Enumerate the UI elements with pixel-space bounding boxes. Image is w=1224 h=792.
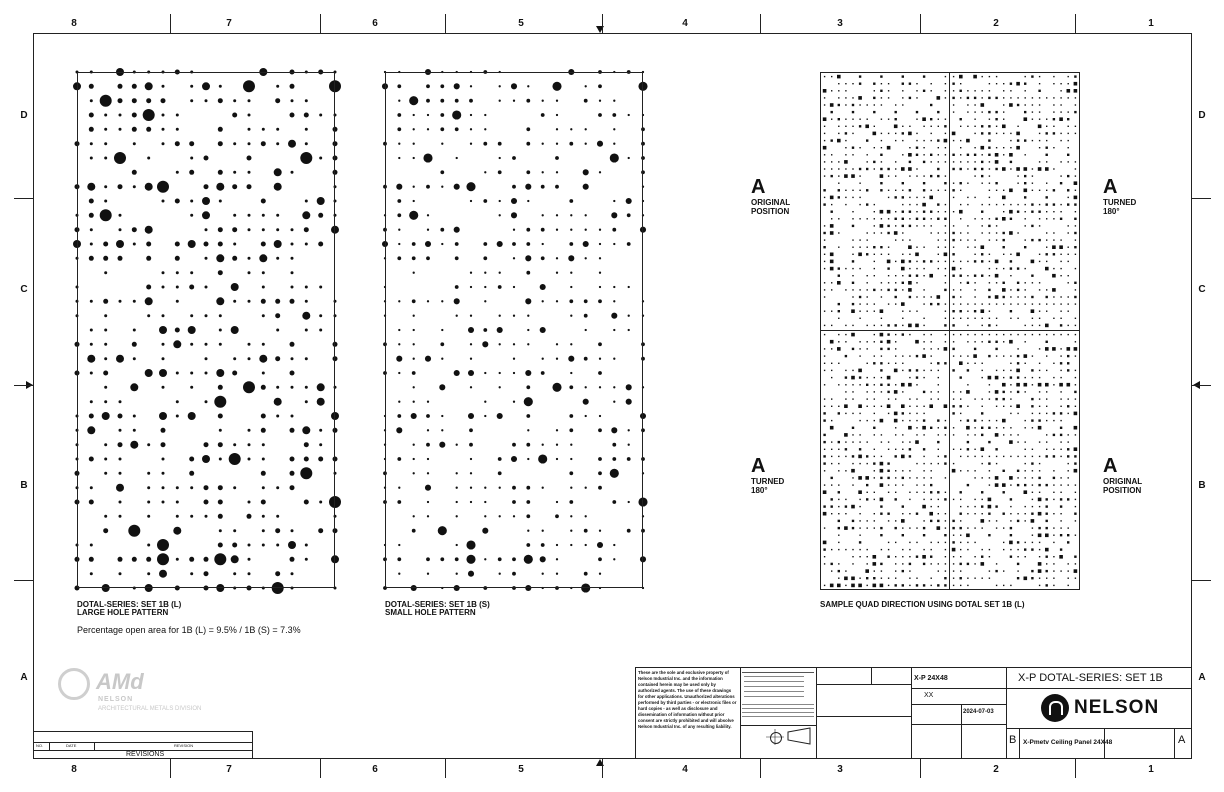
large-panel-title: DOTAL-SERIES: SET 1B (L) [77, 600, 182, 609]
rev-col-date: DATE [66, 743, 77, 748]
zone-tick [1192, 198, 1211, 199]
small-panel-subtitle: SMALL HOLE PATTERN [385, 608, 476, 617]
amd-logo-ring-icon [58, 668, 90, 700]
quad-caption: SAMPLE QUAD DIRECTION USING DOTAL SET 1B (L) [820, 600, 1025, 609]
sheet-size: B [1009, 734, 1017, 746]
large-panel-subtitle: LARGE HOLE PATTERN [77, 608, 169, 617]
part-description: X-Pmetv Ceiling Panel 24X48 [1023, 739, 1113, 746]
zone-tick [445, 759, 446, 778]
marker-a-original-bottom: A [1103, 455, 1118, 477]
label-turned-top: TURNED 180° [1103, 198, 1137, 216]
zone-col-bottom-1: 1 [1148, 764, 1154, 775]
revisions-title: REVISIONS [126, 751, 165, 758]
quad-panel [820, 72, 1080, 590]
zone-tick [170, 759, 171, 778]
zone-row-left-C: C [20, 284, 28, 295]
zone-tick [920, 14, 921, 33]
zone-col-top-8: 8 [71, 18, 77, 29]
zone-row-right-B: B [1198, 480, 1206, 491]
rev-col-no: NO. [36, 743, 44, 748]
zone-row-left-B: B [20, 480, 28, 491]
zone-row-right-D: D [1198, 110, 1206, 121]
drawn-by: XX [924, 692, 934, 699]
zone-col-top-4: 4 [682, 18, 688, 29]
zone-tick [1075, 14, 1076, 33]
zone-tick [320, 14, 321, 33]
zone-row-right-C: C [1198, 284, 1206, 295]
zone-tick [1075, 759, 1076, 778]
zone-tick [602, 759, 603, 778]
zone-col-top-5: 5 [518, 18, 524, 29]
zone-col-bottom-3: 3 [837, 764, 843, 775]
zone-tick [920, 759, 921, 778]
small-panel-title: DOTAL-SERIES: SET 1B (S) [385, 600, 490, 609]
zone-row-left-A: A [20, 672, 28, 683]
nelson-logo-n-icon [1049, 701, 1063, 715]
revision-letter: A [1178, 734, 1186, 746]
zone-col-top-1: 1 [1148, 18, 1154, 29]
zone-tick [760, 14, 761, 33]
zone-tick [760, 759, 761, 778]
label-original-top: ORIGINAL POSITION [751, 198, 790, 216]
part-number: X-P 24X48 [914, 675, 948, 682]
legal-notice: These are the sole and exclusive property of Nelson Industrial Inc. and the information contained herein may be used only by authorized agents. The use of these drawings for other applications. Unauthorized alterations performed by third parties - or electronic files or hard copies - as well as disclosure and dissemination of information without prior consent are strictly prohibited and will absolve Nelson Industrial Inc. of any resulting liability. [638, 670, 737, 729]
zone-tick [445, 14, 446, 33]
title-block [635, 667, 1192, 759]
zone-tick [602, 14, 603, 33]
zone-row-right-A: A [1198, 672, 1206, 683]
series-title: X-P DOTAL-SERIES: SET 1B [1018, 672, 1163, 684]
zone-col-top-3: 3 [837, 18, 843, 29]
rev-col-revision: REVISION [174, 743, 194, 748]
zone-col-bottom-4: 4 [682, 764, 688, 775]
large-pattern-panel [77, 72, 335, 588]
marker-a-turned-bottom: A [751, 455, 766, 477]
zone-tick [320, 759, 321, 778]
zone-tick [14, 198, 33, 199]
zone-tick [14, 385, 33, 386]
zone-col-top-6: 6 [372, 18, 378, 29]
label-original-bottom: ORIGINAL POSITION [1103, 477, 1142, 495]
zone-col-bottom-7: 7 [226, 764, 232, 775]
zone-tick [1192, 385, 1211, 386]
amd-logo [58, 668, 208, 728]
quad-divider-h [820, 330, 1080, 331]
amd-logo-sub2: ARCHITECTURAL METALS DIVISION [98, 706, 202, 712]
zone-col-top-7: 7 [226, 18, 232, 29]
marker-a-turned-top: A [1103, 176, 1118, 198]
quad-divider-v [949, 72, 950, 590]
zone-tick [1192, 580, 1211, 581]
zone-col-bottom-6: 6 [372, 764, 378, 775]
zone-col-bottom-5: 5 [518, 764, 524, 775]
zone-row-left-D: D [20, 110, 28, 121]
nelson-brand: NELSON [1074, 697, 1160, 718]
zone-tick [14, 580, 33, 581]
marker-a-original-top: A [751, 176, 766, 198]
amd-logo-sub1: NELSON [98, 696, 134, 703]
small-pattern-panel [385, 72, 643, 588]
zone-tick [170, 14, 171, 33]
drawing-date: 2024-07-03 [963, 709, 994, 715]
zone-col-bottom-8: 8 [71, 764, 77, 775]
amd-logo-mark: AMd [96, 669, 144, 694]
open-area-note: Percentage open area for 1B (L) = 9.5% / 1B (S) = 7.3% [77, 625, 301, 635]
zone-col-top-2: 2 [993, 18, 999, 29]
revisions-table [33, 731, 253, 759]
zone-col-bottom-2: 2 [993, 764, 999, 775]
nelson-logo [1041, 694, 1171, 724]
label-turned-bottom: TURNED 180° [751, 477, 785, 495]
